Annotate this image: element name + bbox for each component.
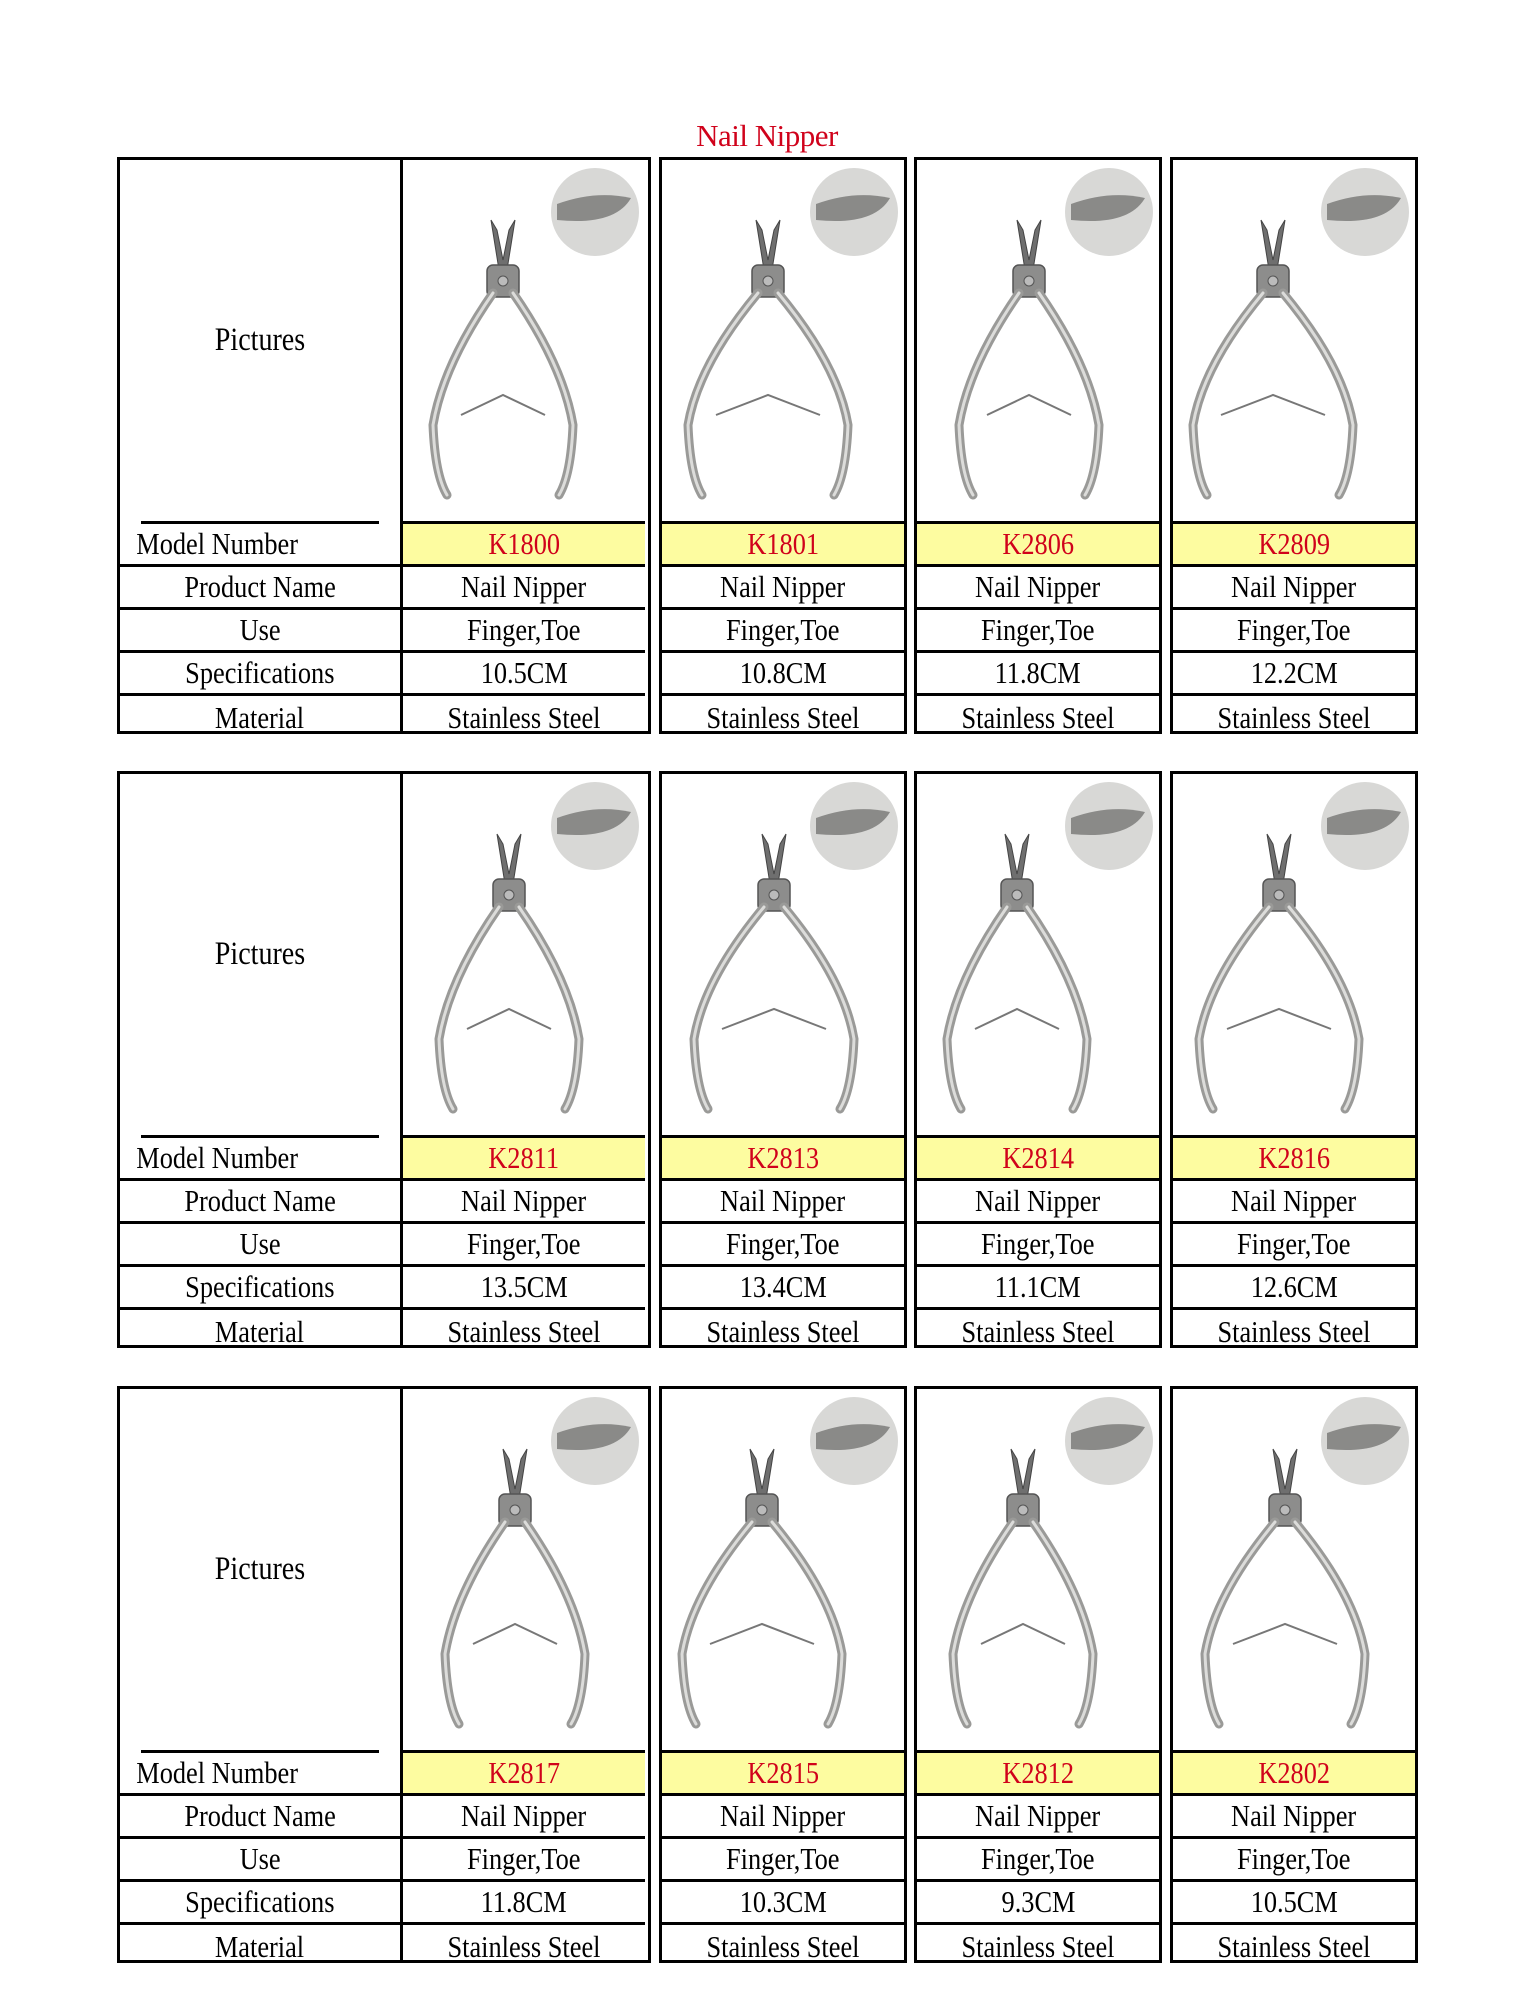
use-cell: Finger,Toe bbox=[403, 1839, 645, 1882]
product-block bbox=[117, 1386, 1417, 1963]
nipper-drawing bbox=[959, 220, 1099, 495]
row-label-use: Use bbox=[120, 610, 400, 653]
model-number-cell: K1800 bbox=[403, 524, 645, 567]
pictures-label: Pictures bbox=[141, 1389, 379, 1753]
product-image bbox=[917, 1389, 1159, 1753]
row-label-product-name: Product Name bbox=[120, 567, 400, 610]
model-number-cell: K2815 bbox=[662, 1753, 904, 1796]
row-label-material: Material bbox=[215, 699, 305, 735]
row-label-specifications: Specifications bbox=[120, 1267, 400, 1310]
product-block bbox=[117, 157, 1417, 734]
specifications-cell: 13.5CM bbox=[403, 1267, 645, 1310]
product-name-cell: Nail Nipper bbox=[917, 567, 1159, 610]
nail-nipper-image bbox=[403, 774, 645, 1132]
nipper-drawing bbox=[439, 834, 579, 1109]
material-cell: Stainless Steel bbox=[447, 1313, 601, 1349]
page-title: Nail Nipper bbox=[696, 118, 838, 153]
label-column bbox=[117, 157, 403, 734]
row-label-use: Use bbox=[120, 1839, 400, 1882]
specifications-cell: 11.8CM bbox=[403, 1882, 645, 1925]
label-column bbox=[117, 771, 403, 1348]
specifications-cell: 10.8CM bbox=[662, 653, 904, 696]
product-image bbox=[662, 1389, 904, 1753]
nipper-drawing bbox=[1199, 834, 1359, 1109]
use-cell: Finger,Toe bbox=[917, 1224, 1159, 1267]
model-number-cell: K2813 bbox=[662, 1138, 904, 1181]
specifications-cell: 12.2CM bbox=[1173, 653, 1415, 696]
use-cell: Finger,Toe bbox=[917, 610, 1159, 653]
product-name-cell: Nail Nipper bbox=[403, 1181, 645, 1224]
nail-nipper-image bbox=[662, 160, 904, 518]
product-image bbox=[1173, 1389, 1415, 1753]
product-card-k2814 bbox=[914, 771, 1162, 1348]
nail-nipper-image bbox=[1173, 1389, 1415, 1747]
product-image bbox=[403, 1389, 645, 1753]
specifications-cell: 10.5CM bbox=[403, 653, 645, 696]
product-name-cell: Nail Nipper bbox=[662, 567, 904, 610]
nipper-drawing bbox=[688, 220, 848, 495]
product-image bbox=[662, 774, 904, 1138]
use-cell: Finger,Toe bbox=[1173, 1224, 1415, 1267]
specifications-cell: 9.3CM bbox=[917, 1882, 1159, 1925]
product-image bbox=[917, 774, 1159, 1138]
product-card-k2806 bbox=[914, 157, 1162, 734]
row-label-material: Material bbox=[215, 1928, 305, 1964]
product-card-k2815 bbox=[659, 1386, 907, 1963]
nail-nipper-image bbox=[403, 160, 645, 518]
use-cell: Finger,Toe bbox=[403, 1224, 645, 1267]
material-cell: Stainless Steel bbox=[706, 1313, 860, 1349]
specifications-cell: 10.3CM bbox=[662, 1882, 904, 1925]
row-label-model-number: Model Number bbox=[120, 524, 400, 567]
row-label-specifications: Specifications bbox=[120, 653, 400, 696]
material-cell: Stainless Steel bbox=[447, 1928, 601, 1964]
model-number-cell: K2806 bbox=[917, 524, 1159, 567]
nail-nipper-image bbox=[917, 160, 1159, 518]
nipper-drawing bbox=[947, 834, 1087, 1109]
nipper-drawing bbox=[1205, 1449, 1365, 1724]
row-label-model-number: Model Number bbox=[120, 1138, 400, 1181]
nail-nipper-image bbox=[403, 1389, 645, 1747]
specifications-cell: 11.1CM bbox=[917, 1267, 1159, 1310]
specifications-cell: 11.8CM bbox=[917, 653, 1159, 696]
product-image bbox=[403, 774, 645, 1138]
material-cell: Stainless Steel bbox=[1217, 1313, 1371, 1349]
use-cell: Finger,Toe bbox=[917, 1839, 1159, 1882]
specifications-cell: 10.5CM bbox=[1173, 1882, 1415, 1925]
product-card-k2816 bbox=[1170, 771, 1418, 1348]
product-name-cell: Nail Nipper bbox=[403, 567, 645, 610]
product-image bbox=[403, 160, 645, 524]
nail-nipper-image bbox=[662, 774, 904, 1132]
product-image bbox=[1173, 160, 1415, 524]
product-card-k1801 bbox=[659, 157, 907, 734]
use-cell: Finger,Toe bbox=[403, 610, 645, 653]
material-cell: Stainless Steel bbox=[447, 699, 601, 735]
nail-nipper-image bbox=[917, 1389, 1159, 1747]
product-name-cell: Nail Nipper bbox=[403, 1796, 645, 1839]
product-name-cell: Nail Nipper bbox=[662, 1181, 904, 1224]
model-number-cell: K2811 bbox=[403, 1138, 645, 1181]
product-name-cell: Nail Nipper bbox=[1173, 1181, 1415, 1224]
model-number-cell: K1801 bbox=[662, 524, 904, 567]
nipper-drawing bbox=[1193, 220, 1353, 495]
label-column bbox=[117, 1386, 403, 1963]
product-name-cell: Nail Nipper bbox=[1173, 1796, 1415, 1839]
material-cell: Stainless Steel bbox=[706, 699, 860, 735]
nipper-drawing bbox=[433, 220, 573, 495]
row-label-product-name: Product Name bbox=[120, 1181, 400, 1224]
row-label-model-number: Model Number bbox=[120, 1753, 400, 1796]
row-label-specifications: Specifications bbox=[120, 1882, 400, 1925]
model-number-cell: K2812 bbox=[917, 1753, 1159, 1796]
row-label-product-name: Product Name bbox=[120, 1796, 400, 1839]
nipper-drawing bbox=[445, 1449, 585, 1724]
model-number-cell: K2816 bbox=[1173, 1138, 1415, 1181]
product-card-k2811 bbox=[403, 771, 651, 1348]
specifications-cell: 12.6CM bbox=[1173, 1267, 1415, 1310]
use-cell: Finger,Toe bbox=[1173, 610, 1415, 653]
row-label-material: Material bbox=[215, 1313, 305, 1349]
model-number-cell: K2809 bbox=[1173, 524, 1415, 567]
nail-nipper-image bbox=[1173, 774, 1415, 1132]
product-block bbox=[117, 771, 1417, 1348]
product-image bbox=[662, 160, 904, 524]
product-name-cell: Nail Nipper bbox=[917, 1181, 1159, 1224]
nail-nipper-image bbox=[1173, 160, 1415, 518]
product-name-cell: Nail Nipper bbox=[917, 1796, 1159, 1839]
product-card-k2802 bbox=[1170, 1386, 1418, 1963]
row-label-use: Use bbox=[120, 1224, 400, 1267]
nipper-drawing bbox=[694, 834, 854, 1109]
product-card-k2812 bbox=[914, 1386, 1162, 1963]
material-cell: Stainless Steel bbox=[1217, 699, 1371, 735]
use-cell: Finger,Toe bbox=[662, 1839, 904, 1882]
material-cell: Stainless Steel bbox=[706, 1928, 860, 1964]
material-cell: Stainless Steel bbox=[961, 1313, 1115, 1349]
material-cell: Stainless Steel bbox=[961, 1928, 1115, 1964]
product-image bbox=[1173, 774, 1415, 1138]
use-cell: Finger,Toe bbox=[662, 1224, 904, 1267]
product-card-k1800 bbox=[403, 157, 651, 734]
nail-nipper-image bbox=[662, 1389, 904, 1747]
nipper-drawing bbox=[682, 1449, 842, 1724]
nipper-drawing bbox=[953, 1449, 1093, 1724]
model-number-cell: K2802 bbox=[1173, 1753, 1415, 1796]
nail-nipper-image bbox=[917, 774, 1159, 1132]
product-name-cell: Nail Nipper bbox=[1173, 567, 1415, 610]
pictures-label: Pictures bbox=[141, 160, 379, 524]
product-card-k2809 bbox=[1170, 157, 1418, 734]
product-card-k2813 bbox=[659, 771, 907, 1348]
pictures-label: Pictures bbox=[141, 774, 379, 1138]
material-cell: Stainless Steel bbox=[1217, 1928, 1371, 1964]
product-name-cell: Nail Nipper bbox=[662, 1796, 904, 1839]
model-number-cell: K2817 bbox=[403, 1753, 645, 1796]
use-cell: Finger,Toe bbox=[1173, 1839, 1415, 1882]
product-image bbox=[917, 160, 1159, 524]
model-number-cell: K2814 bbox=[917, 1138, 1159, 1181]
use-cell: Finger,Toe bbox=[662, 610, 904, 653]
specifications-cell: 13.4CM bbox=[662, 1267, 904, 1310]
product-card-k2817 bbox=[403, 1386, 651, 1963]
material-cell: Stainless Steel bbox=[961, 699, 1115, 735]
